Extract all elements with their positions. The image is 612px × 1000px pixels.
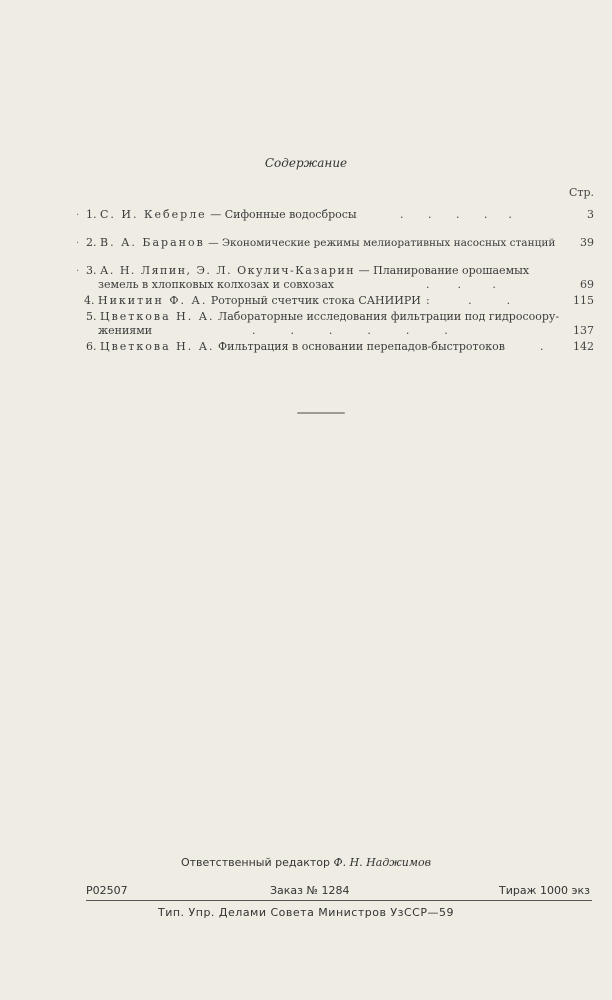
toc-entry-3-line2: земель в хлопковых колхозах и совхозах — [98, 278, 334, 291]
toc-entry-3 — [86, 264, 529, 277]
editor-label: Ответственный редактор — [180, 856, 330, 869]
toc-entry-2 — [86, 236, 555, 249]
leader-dots: . — [540, 340, 544, 353]
leader-dots: . . . . . . — [252, 324, 448, 337]
entry-author: Цветкова Н. А. — [100, 340, 215, 353]
entry-number: 2. — [86, 236, 97, 249]
margin-mark: · — [76, 266, 80, 277]
entry-number: 4. — [84, 294, 95, 307]
entry-author: А. Н. Ляпин, Э. Л. Окулич-Казарин — [100, 264, 356, 277]
entry-title: Фильтрация в основании перепадов-быстротоков — [214, 340, 505, 353]
entry-author: В. А. Баранов — [100, 236, 205, 249]
entry-page: 142 — [573, 340, 594, 353]
leader-dots: . . . . . — [400, 208, 512, 221]
entry-page: 115 — [573, 294, 594, 307]
page-column-label: Стр. — [568, 186, 594, 199]
section-divider — [297, 412, 345, 414]
editor-credit — [0, 856, 612, 869]
entry-page: 39 — [580, 236, 594, 249]
leader-dots: : . . — [426, 294, 511, 307]
leader-dots: . . . — [426, 278, 496, 291]
page-title: Содержание — [264, 156, 348, 170]
entry-author: Цветкова Н. А. — [100, 310, 215, 323]
entry-title: Лабораторные исследования фильтрации под гидросоору- — [214, 310, 560, 323]
margin-mark: · — [76, 238, 80, 249]
editor-name: Ф. Н. Наджимов — [333, 856, 432, 869]
entry-page: 137 — [573, 324, 594, 337]
entry-number: 1. — [86, 208, 97, 221]
imprint-code: Р02507 — [86, 884, 128, 897]
toc-entry-5-line2: жениями — [98, 324, 153, 337]
entry-title: Роторный счетчик стока САНИИРИ — [207, 294, 421, 307]
entry-author: С. И. Кеберле — [100, 208, 207, 221]
entry-title: — Экономические режимы мелиоративных насосных станций — [204, 237, 556, 249]
entry-page: 69 — [580, 278, 594, 291]
margin-mark: · — [76, 210, 80, 221]
imprint-circulation: Тираж 1000 экз — [498, 884, 590, 897]
toc-entry-1 — [86, 208, 357, 221]
entry-page: 3 — [587, 208, 594, 221]
entry-author: Никитин Ф. А. — [98, 294, 208, 307]
toc-entry-4 — [84, 294, 421, 307]
entry-title: — Планирование орошаемых — [355, 264, 530, 277]
imprint-rule — [86, 900, 592, 901]
entry-number: 6. — [86, 340, 97, 353]
entry-number: 5. — [86, 310, 97, 323]
entry-number: 3. — [86, 264, 97, 277]
entry-title: — Сифонные водосбросы — [206, 208, 357, 221]
printer-credit: Тип. Упр. Делами Совета Министров УзССР—59 — [158, 906, 454, 919]
toc-entry-6 — [86, 340, 505, 353]
toc-entry-5 — [86, 310, 559, 323]
imprint-order: Заказ № 1284 — [270, 884, 350, 897]
